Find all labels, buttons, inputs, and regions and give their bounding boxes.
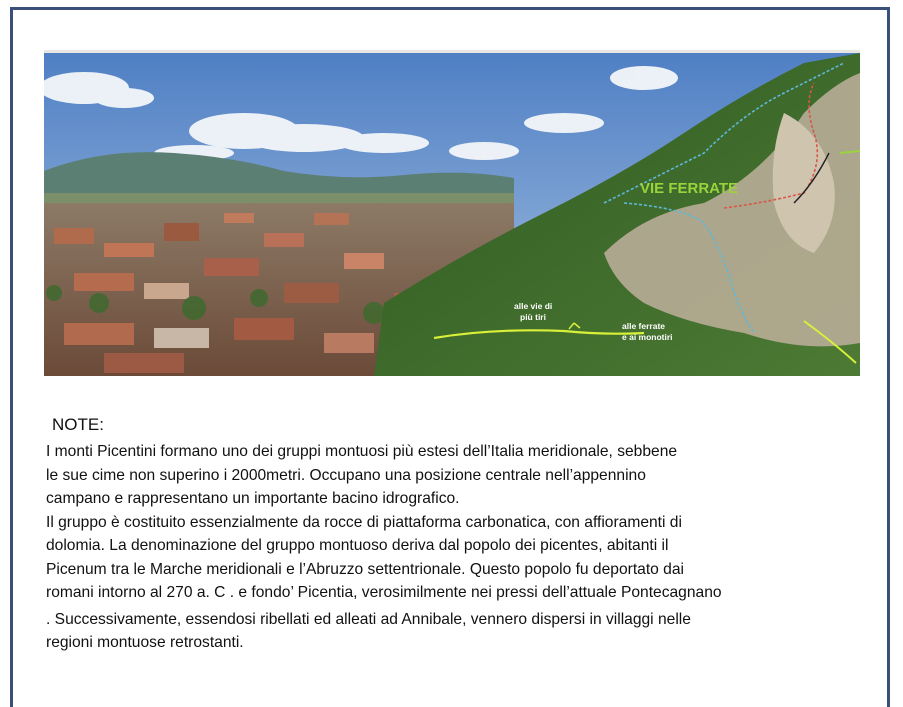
note-line: . Successivamente, essendosi ribellati ed alleati ad Annibale, vennero dispersi in villaggi nelle	[46, 610, 691, 628]
note-line: campano e rappresentano un importante bacino idrografico.	[46, 490, 460, 507]
note-title: NOTE:	[52, 415, 104, 434]
multi-pitch-label-line2: più tiri	[520, 312, 546, 322]
note-line: Il gruppo è costituito essenzialmente da rocce di piattaforma carbonatica, con affioramenti di	[46, 513, 682, 531]
ferrate-label-line1: alle ferrate	[622, 321, 665, 331]
note-line: I monti Picentini formano uno dei gruppi montuosi più estesi dell’Italia meridionale, sebbene	[46, 443, 678, 460]
ferrate-label-line2: e ai monotiri	[622, 332, 673, 342]
vie-ferrate-label: VIE FERRATE	[640, 180, 739, 197]
note-line: dolomia. La denominazione del gruppo montuoso deriva dal popolo dei picentes, abitanti il	[46, 537, 669, 554]
landscape-photo	[44, 50, 860, 376]
note-line: Picenum tra le Marche meridionali e l’Abruzzo settentrionale. Questo popolo fu deportato dai	[46, 560, 684, 578]
note-line: romani intorno al 270 a. C . e fondo’ Picentia, verosimilmente nei pressi dell’attuale Pontecagnano	[46, 584, 722, 601]
note-body	[46, 440, 866, 655]
note-line: le sue cime non superino i 2000metri. Occupano una posizione centrale nell’appennino	[46, 466, 646, 484]
multi-pitch-label-line1: alle vie di	[514, 301, 553, 311]
note-line: regioni montuose retrostanti.	[46, 634, 244, 651]
